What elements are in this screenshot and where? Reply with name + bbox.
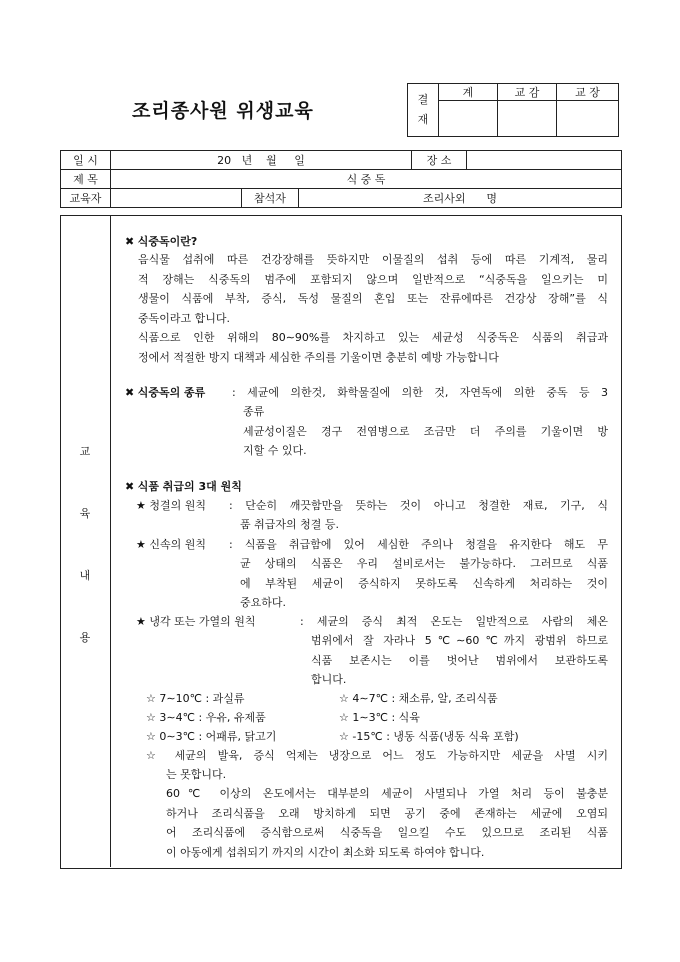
- section2-line: 종류: [243, 405, 265, 418]
- subject-value[interactable]: 식 중 독: [111, 170, 622, 189]
- section3-heading-row: [125, 477, 242, 497]
- star-icon: ★: [136, 499, 146, 512]
- principle3-line: 범위에서 잘 자라나 5℃∼60℃까지 광범위 하므로: [311, 634, 608, 647]
- principle2-line: : 식품을 취급함에 있어 세심한 주의나 청결을 유지한다 해도 무: [229, 538, 608, 551]
- section1-line: 정에서 적절한 방지 대책과 세심한 주의를 기울이면 충분히 예방 가능합니다: [138, 350, 499, 364]
- principle2-line: 중요하다.: [240, 596, 287, 609]
- principle2-label: 신속의 원칙: [149, 538, 207, 551]
- side-label-3: 내: [79, 569, 91, 582]
- section1-heading: 식중독이란?: [137, 235, 198, 248]
- principle3-body-cont: [311, 631, 608, 690]
- section1-body: [138, 250, 608, 367]
- storage-text: -15℃ : 냉동 식품(냉동 식육 포함): [352, 730, 519, 743]
- place-value[interactable]: [467, 151, 622, 170]
- approval-col-2: 교 감: [498, 84, 557, 101]
- approval-label-bottom: 재: [417, 113, 429, 126]
- principle1-body: [229, 496, 608, 516]
- side-label-4: 용: [79, 631, 91, 644]
- note2-line: 어 조리식품에 증식함으로써 식중독을 일으킬 수도 있으므로 조리된 식품: [166, 826, 608, 839]
- section1-line: 음식물 섭취에 따른 건강장해를 뜻하지만 이물질의 섭취 등에 따른 기계적, 물리: [138, 253, 608, 266]
- section1-line: 식품으로 인한 위해의 80∼90%를 차지하고 있는 세균성 식중독은 식품의 취급과: [138, 331, 608, 344]
- storage-item: [146, 689, 245, 709]
- principle1-line: : 단순히 깨끗함만을 뜻하는 것이 아니고 청결한 재료, 기구, 식: [229, 499, 608, 512]
- storage-item: [339, 727, 519, 747]
- note1-line: 는 못합니다.: [166, 768, 227, 781]
- note2-line: 하거나 조리식품을 오래 방치하게 되면 공기 중에 존재하는 세균에 오염되: [166, 806, 608, 820]
- bullet-mark-icon: ✖: [125, 480, 135, 493]
- storage-item: [339, 689, 498, 709]
- storage-text: 0∼3℃ : 어패류, 닭고기: [159, 730, 277, 743]
- section2-line: 세균성이질은 경구 전염병으로 조금만 더 주의를 기울이면 방: [243, 424, 608, 438]
- section2-line: : 세균에 의한것, 화학물질에 의한 것, 자연독에 의한 중독 등 3: [232, 386, 608, 399]
- principle3-label-row: [136, 612, 256, 632]
- side-label-1: 교: [79, 445, 91, 458]
- note2-line: 60℃ 이상의 온도에서는 대부분의 세균이 사멸되나 가열 처리 등이 불충분: [166, 787, 608, 800]
- section1-line: 적 장해는 식중독의 범주에 포함되지 않으며 일반적으로 “식중독을 일으키는 미: [138, 272, 608, 286]
- note2-line: 이 아동에게 섭취되기 까지의 시간이 최소화 되도록 하여야 합니다.: [166, 845, 485, 859]
- section2-heading: 식중독의 종류: [137, 386, 206, 399]
- principle3-line: : 세균의 증식 최적 온도는 일반적으로 사람의 체온: [300, 615, 608, 628]
- document-title: 조리종사원 위생교육: [132, 100, 314, 122]
- subject-label: 제 목: [61, 170, 111, 189]
- star-outline-icon: ☆: [146, 730, 156, 743]
- place-label: 장 소: [412, 151, 467, 170]
- star-outline-icon: ☆: [146, 692, 156, 705]
- date-label: 일 시: [61, 151, 111, 170]
- principle1-body-cont: [240, 515, 339, 535]
- principle1-label: 청결의 원칙: [149, 499, 207, 512]
- star-outline-icon: ☆: [339, 692, 349, 705]
- storage-text: 4∼7℃ : 채소류, 알, 조리식품: [352, 692, 498, 705]
- approval-sign-3[interactable]: [557, 101, 619, 137]
- principle3-line: 식품 보존시는 이를 벗어난 범위에서 보관하도록: [311, 653, 608, 667]
- storage-text: 1∼3℃ : 식육: [352, 711, 420, 724]
- info-table: [60, 150, 622, 208]
- note1-row: [146, 746, 608, 766]
- approval-sign-2[interactable]: [498, 101, 557, 137]
- approval-sign-1[interactable]: [439, 101, 498, 137]
- principle2-body-cont: [240, 554, 608, 613]
- principle2-body: [229, 535, 608, 555]
- storage-item: [339, 708, 420, 728]
- approval-label: [408, 84, 439, 137]
- bullet-mark-icon: ✖: [125, 235, 135, 248]
- attendee-label: 참석자: [242, 189, 299, 208]
- approval-col-3: 교 장: [557, 84, 619, 101]
- principle1-label-row: [136, 496, 206, 516]
- section1-line: 중독이라고 합니다.: [138, 311, 231, 325]
- note2-body: [166, 784, 608, 862]
- star-icon: ★: [136, 615, 146, 628]
- note1-line: 세균의 발육, 증식 억제는 냉장으로 어느 정도 가능하지만 세균을 사멸 시키: [174, 749, 608, 762]
- section1-line: 생물이 식품에 부착, 증식, 독성 물질의 혼입 또는 잔류에따른 건강상 장해”를 식: [138, 292, 608, 305]
- principle3-line: 합니다.: [311, 673, 347, 686]
- content-side-column: [60, 215, 111, 867]
- principle2-label-row: [136, 535, 206, 555]
- star-icon: ★: [136, 538, 146, 551]
- principle3-label: 냉각 또는 가열의 원칙: [149, 615, 256, 628]
- approval-col-1: 계: [439, 84, 498, 101]
- storage-text: 7∼10℃ : 과실류: [159, 692, 245, 705]
- star-outline-icon: ☆: [146, 749, 164, 762]
- storage-text: 3∼4℃ : 우유, 유제품: [159, 711, 266, 724]
- principle2-line: 균 상태의 식품은 우리 설비로서는 불가능하다. 그러므로 식품: [240, 557, 608, 570]
- note1-cont: [166, 765, 226, 785]
- section2-heading-row: [125, 383, 205, 403]
- star-outline-icon: ☆: [146, 711, 156, 724]
- approval-table: [407, 83, 619, 137]
- section3-heading: 식품 취급의 3대 원칙: [137, 480, 242, 493]
- approval-label-top: 결: [417, 93, 429, 106]
- principle1-line: 품 취급자의 청결 등.: [240, 518, 339, 531]
- educator-label: 교육자: [61, 189, 111, 208]
- section2-line: 지할 수 있다.: [243, 444, 307, 457]
- storage-item: [146, 727, 276, 747]
- principle2-line: 에 부착된 세균이 증식하지 못하도록 신속하게 처리하는 것이: [240, 576, 608, 590]
- date-value[interactable]: 20 년 월 일: [111, 151, 412, 170]
- star-outline-icon: ☆: [339, 730, 349, 743]
- principle3-body: [300, 612, 608, 632]
- star-outline-icon: ☆: [339, 711, 349, 724]
- section1-heading-row: [125, 232, 197, 252]
- side-label-2: 육: [79, 507, 91, 520]
- section2-body: [232, 383, 608, 403]
- storage-item: [146, 708, 266, 728]
- bullet-mark-icon: ✖: [125, 386, 135, 399]
- educator-value[interactable]: [111, 189, 242, 208]
- section2-body-cont: [243, 402, 608, 461]
- attendee-value[interactable]: 조리사외 명: [299, 189, 622, 208]
- note1-first-line: [146, 746, 608, 766]
